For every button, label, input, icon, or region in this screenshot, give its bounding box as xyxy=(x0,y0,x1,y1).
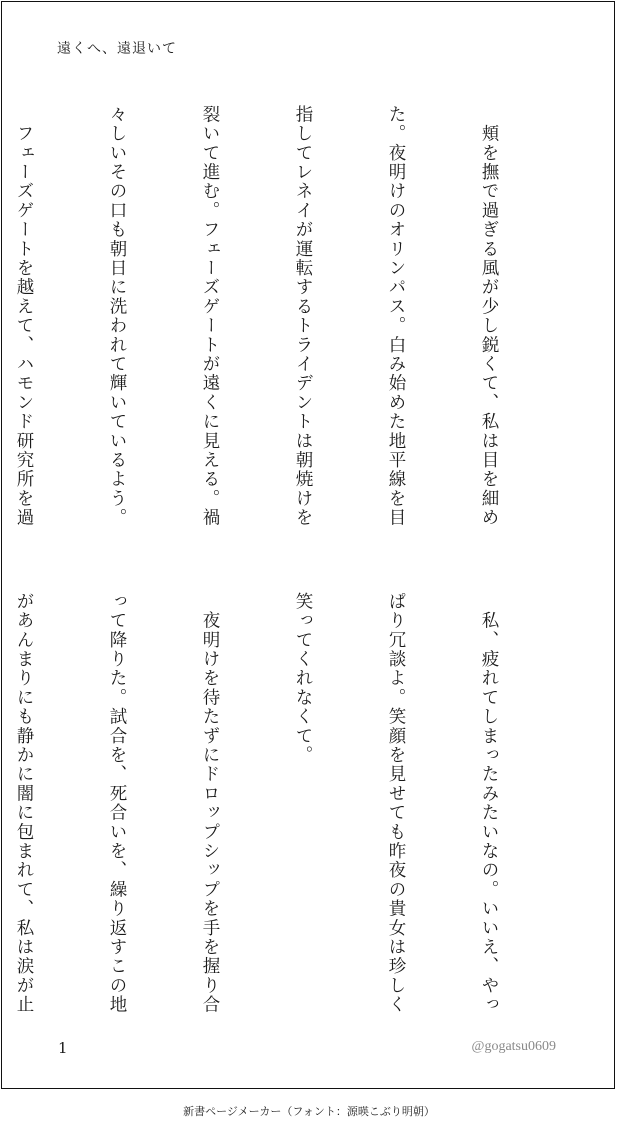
page-number: 1 xyxy=(58,1039,68,1057)
text-line: 々しいその口も朝日に洗われて輝いているよう。 xyxy=(107,105,127,528)
text-line: フェーズゲートを越えて、ハモンド研究所を過 xyxy=(14,105,34,528)
text-line: 夜明けを待たずにドロップシップを手を握り合 xyxy=(200,592,220,1015)
text-line: 裂いて進む。フェーズゲートが遠くに見える。禍 xyxy=(200,105,220,528)
generator-caption: 新書ページメーカー（フォント：源暎こぶり明朝） xyxy=(183,1105,435,1118)
text-line: 私、疲れてしまったみたいなの。いいえ、やっ xyxy=(479,592,499,1015)
text-line: た。夜明けのオリンパス。白み始めた地平線を目 xyxy=(386,105,406,528)
book-page xyxy=(1,1,615,1089)
text-line: 頬を撫で過ぎる風が少し鋭くて、私は目を細め xyxy=(479,105,499,528)
text-line: って降りた。試合を、死合いを、繰り返すこの地 xyxy=(107,592,127,1015)
text-line: 笑ってくれなくて。 xyxy=(293,592,313,765)
text-line: があんまりにも静かに闇に包まれて、私は涙が止 xyxy=(14,592,34,1015)
text-line: ぱり冗談よ。笑顔を見せても昨夜の貴女は珍しく xyxy=(386,592,406,1015)
text-block-bottom xyxy=(0,592,566,1022)
text-block-top xyxy=(0,105,566,565)
running-title: 遠くへ、遠退いて xyxy=(57,41,177,57)
text-line: 指してレネイが運転するトライデントは朝焼けを xyxy=(293,105,313,528)
author-credit: @gogatsu0609 xyxy=(471,1039,556,1054)
